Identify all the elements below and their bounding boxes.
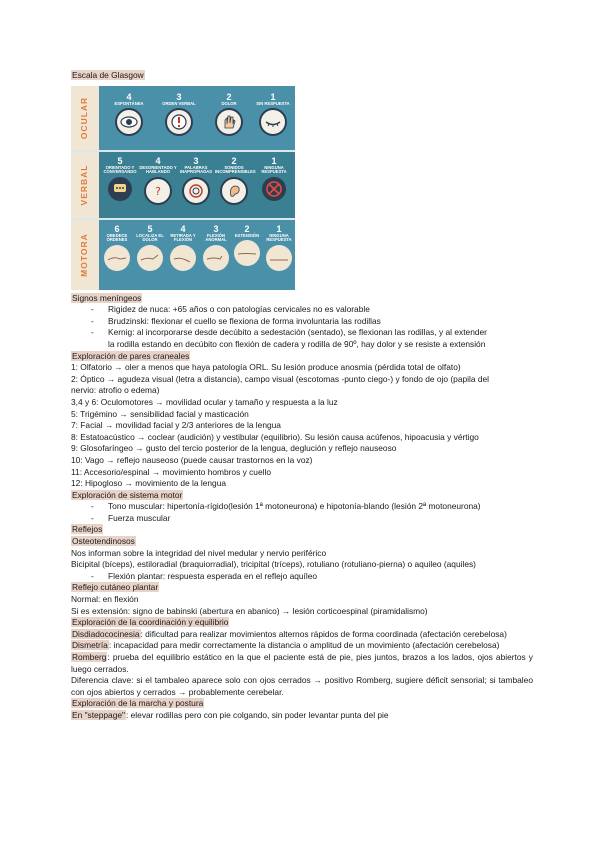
term: Disdiadococinesia bbox=[72, 628, 140, 639]
motora-item: 2 EXTENSIÓN bbox=[231, 224, 263, 267]
term: Dismetría bbox=[72, 640, 108, 651]
no-response-icon bbox=[262, 177, 286, 201]
motora-item: 1 NINGUNA RESPUESTA bbox=[263, 224, 295, 272]
motora-item: 6 OBEDECE ÓRDENES bbox=[101, 224, 133, 272]
motora-label: MOTORA bbox=[79, 232, 90, 277]
verbal-item: 1 NINGUNA RESPUESTA bbox=[255, 156, 293, 202]
body-posture-icon bbox=[170, 245, 196, 271]
eye-closed-icon bbox=[259, 108, 287, 136]
text-line: Nos informan sobre la integridad del nivel medular y nervio periférico bbox=[71, 547, 327, 558]
text-line: 2: Óptico → agudeza visual (letra a distancia), campo visual (escotomas -punto ciego-) y fondo de ojo (papila del bbox=[71, 373, 490, 384]
verbal-item: 4 DESORIENTADO Y HABLANDO ? bbox=[139, 156, 177, 206]
list-item: - Brudzinski: flexionar el cuello se flexiona de forma involuntaria las rodillas bbox=[71, 316, 533, 328]
list-item: - Fuerza muscular bbox=[71, 513, 533, 525]
alert-icon bbox=[165, 108, 193, 136]
text-line: 3,4 y 6: Oculomotores → movilidad ocular y tamaño y respuesta a la luz bbox=[71, 396, 338, 407]
ear-icon bbox=[220, 177, 248, 205]
ocular-item: 4 ESPONTÁNEA bbox=[107, 92, 151, 137]
text-line: 12: Hipogloso → movimiento de la lengua bbox=[71, 478, 227, 489]
list-item: - Kernig: al incorporarse desde decúbito a sedestación (sentado), se flexionan las rodillas, y al extender bbox=[71, 327, 533, 339]
text-line: 10: Vago → reflejo nauseoso (puede causar trastornos en la voz) bbox=[71, 454, 313, 465]
body-posture-icon bbox=[234, 240, 260, 266]
motor-heading: Exploración de sistema motor bbox=[72, 489, 183, 500]
text-line: nervio: atrofio o edema) bbox=[71, 385, 160, 396]
eye-open-icon bbox=[115, 108, 143, 136]
ocular-item: 3 ORDEN VERBAL bbox=[157, 92, 201, 137]
ocular-item: 2 DOLOR bbox=[207, 92, 251, 137]
term: Romberg bbox=[72, 652, 107, 662]
text-line: 7: Facial → movilidad facial y 2/3 anteriores de la lengua bbox=[71, 420, 281, 431]
section-title bbox=[71, 70, 533, 82]
text-line: Bicipital (bíceps), estiloradial (braquiorradial), tricipital (tríceps), rotuliano (rotuliano-pierna) o aquileo (aquiles) bbox=[71, 559, 476, 570]
question-icon bbox=[144, 177, 172, 205]
text-line: Si es extensión: signo de babinski (abertura en abanico) → lesión corticoespinal (piramidalismo) bbox=[71, 605, 428, 616]
verbal-item: 2 SONIDOS INCOMPRENSIBLES bbox=[215, 156, 253, 206]
paragraph: Romberg: prueba del equilibrio estático en la que el paciente está de pie, pies juntos, brazos a los lados, ojos abiertos y luego cerrados. bbox=[71, 652, 533, 674]
ocular-label: OCULAR bbox=[79, 96, 90, 139]
text-line: 8: Estatoacústico → coclear (audición) y vestibular (equilibrio). Su lesión causa acúfenos, hipoacusia y vértigo bbox=[71, 431, 479, 442]
paragraph: Diferencia clave: si el tambaleo aparece solo con ojos cerrados → positivo Romberg, sugiere déficit sensorial; si tambaleo con ojos abiertos y cerrados → probablemente cerebelar. bbox=[71, 675, 533, 697]
glasgow-scale-figure bbox=[71, 86, 295, 290]
text-line: 1: Olfatorio → oler a menos que haya patología ORL. Su lesión produce anosmia (pérdida total de olfato) bbox=[71, 362, 461, 373]
glasgow-heading: Escala de Glasgow bbox=[72, 70, 144, 80]
motora-item: 5 LOCALIZA EL DOLOR bbox=[134, 224, 166, 272]
hand-pain-icon bbox=[215, 108, 243, 136]
body-posture-icon bbox=[203, 245, 229, 271]
verbal-band bbox=[71, 152, 295, 218]
text-line: Normal: en flexión bbox=[71, 594, 139, 605]
verbal-item: 5 ORIENTADO Y CONVERSANDO bbox=[101, 156, 139, 202]
verbal-label: VERBAL bbox=[79, 164, 90, 206]
signos-heading: Signos meníngeos bbox=[72, 292, 142, 303]
paragraph: Dismetría: incapacidad para medir correctamente la distancia o amplitud de un movimiento (afectación cerebelosa) bbox=[72, 640, 500, 651]
scribble-icon bbox=[182, 177, 210, 205]
ocular-item: 1 SIN RESPUESTA bbox=[251, 92, 295, 137]
motora-item: 4 RETIRADA Y FLEXIÓN bbox=[167, 224, 199, 272]
reflejos-subheading: Osteotendinosos bbox=[72, 536, 135, 547]
paragraph: Disdiadococinesia: dificultad para realizar movimientos alternos rápidos de forma coordinada (afectación cerebelosa) bbox=[72, 628, 507, 639]
cutaneo-heading: Reflejo cutáneo plantar bbox=[72, 582, 159, 593]
speech-bubble-icon bbox=[108, 177, 132, 201]
body-posture-icon bbox=[137, 245, 163, 271]
pares-heading: Exploración de pares craneales bbox=[72, 350, 190, 361]
document-page bbox=[71, 70, 533, 722]
list-item: - Rigidez de nuca: +65 años o con patologías cervicales no es valorable bbox=[71, 304, 533, 316]
coordinacion-heading: Exploración de la coordinación y equilibrio bbox=[72, 617, 229, 628]
body-posture-icon bbox=[266, 245, 292, 271]
motora-band bbox=[71, 220, 295, 290]
list-item: - Tono muscular: hipertonía-rígido(lesión 1ª motoneurona) e hipotonía-blando (lesión 2ª motoneurona) bbox=[71, 501, 533, 513]
list-item-continuation: la rodilla estando en decúbito con flexión de cadera y rodilla de 90º, hay dolor y se resiste a extensión bbox=[108, 338, 486, 349]
text-line: 9: Glosofaríngeo → gusto del tercio posterior de la lengua, deglución y reflejo nauseoso bbox=[71, 443, 397, 454]
body-posture-icon bbox=[104, 245, 130, 271]
list-item: - Flexión plantar: respuesta esperada en el reflejo aquíleo bbox=[71, 571, 533, 583]
text-line: 11: Accesorio/espinal → movimiento hombros y cuello bbox=[71, 466, 272, 477]
reflejos-heading: Reflejos bbox=[72, 524, 103, 535]
marcha-heading: Exploración de la marcha y postura bbox=[72, 698, 204, 709]
svg-text:?: ? bbox=[155, 185, 161, 199]
text-line: 5: Trigémino → sensibilidad facial y masticación bbox=[71, 408, 249, 419]
term: En "steppage" bbox=[72, 709, 125, 720]
ocular-band bbox=[71, 86, 295, 150]
verbal-item: 3 PALABRAS INAPROPIADAS bbox=[177, 156, 215, 206]
motora-item: 3 FLEXIÓN ANORMAL bbox=[200, 224, 232, 272]
paragraph: En "steppage": elevar rodillas pero con pie colgando, sin poder levantar punta del pie bbox=[72, 709, 389, 720]
